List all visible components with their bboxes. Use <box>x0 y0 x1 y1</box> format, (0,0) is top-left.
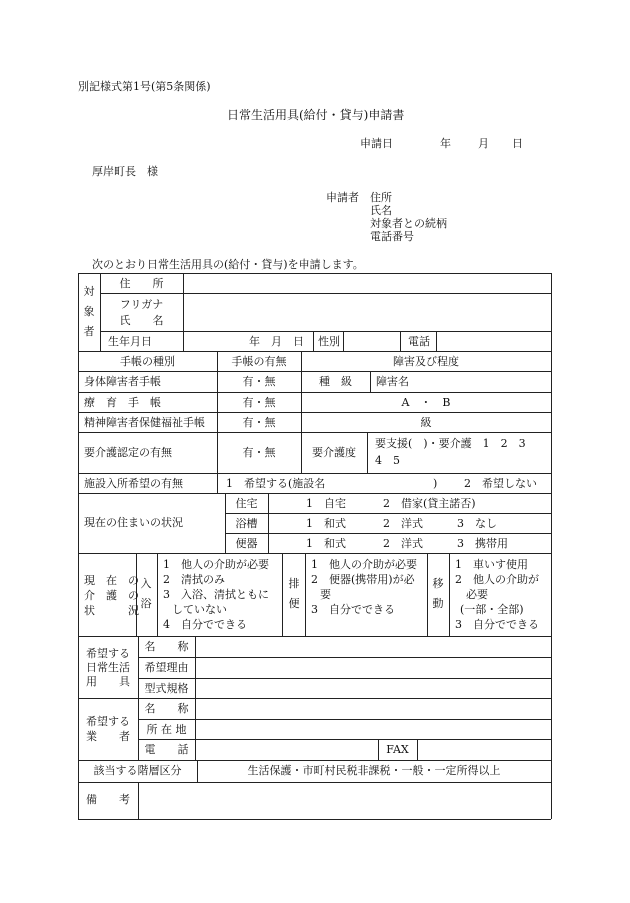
subject-address-label: 住 所 <box>119 277 164 290</box>
residence-label: 現在の住まいの状況 <box>84 516 183 529</box>
physical-grade-label: 種 級 <box>319 375 352 388</box>
equipment-reason-label: 希望理由 <box>144 661 189 674</box>
vendor-name-label: 名 称 <box>144 702 189 715</box>
applicant-address-label: 住所 <box>370 191 392 204</box>
disability-name-label: 障害名 <box>376 375 409 388</box>
care-cert-has: 有・無 <box>242 446 276 459</box>
income-label: 該当する階層区分 <box>93 764 182 777</box>
date-month: 月 <box>478 137 489 150</box>
applicant-name-label: 氏名 <box>370 204 392 217</box>
residence-house-label: 住宅 <box>235 497 258 510</box>
vendor-location-label: 所 在 地 <box>146 723 187 736</box>
bath-option-2: 2 清拭のみ <box>163 573 225 586</box>
care-level-options-line2: 4 5 <box>375 454 400 467</box>
date-label: 申請日 <box>360 137 393 150</box>
mental-grade-label: 級 <box>420 416 432 429</box>
facility-label: 施設入所希望の有無 <box>84 477 183 490</box>
care-status-label-line1: 現 在 の <box>84 574 139 587</box>
residence-toilet-opt1: 1 和式 <box>306 537 346 550</box>
care-level-label: 要介護度 <box>312 446 356 459</box>
residence-bathtub-opt2: 2 洋式 <box>383 517 423 530</box>
intro-text: 次のとおり日常生活用具の(給付・貸与)を申請します。 <box>92 258 364 271</box>
addressee: 厚岸町長 様 <box>92 165 158 178</box>
remarks-label: 備 考 <box>86 793 130 806</box>
residence-bathtub-label: 浴槽 <box>235 517 258 530</box>
mobility-label: 移動 <box>432 577 444 610</box>
facility-option-no: 2 希望しない <box>464 477 537 490</box>
care-status-label-line3: 状 況 <box>84 604 139 617</box>
subject-birthdate-label: 生年月日 <box>108 335 152 348</box>
mobility-option-1: 1 車いす使用 <box>455 558 528 571</box>
equipment-label-line2: 日常生活 <box>86 661 130 674</box>
income-options: 生活保護・市町村民税非課税・一般・一定所得以上 <box>247 764 501 777</box>
subject-phone-label: 電話 <box>408 335 430 348</box>
disability-header: 障害及び程度 <box>393 355 459 368</box>
applicant-phone-label: 電話番号 <box>370 230 414 243</box>
rehab-handbook-has: 有・無 <box>242 396 276 409</box>
rehab-handbook-label: 療 育 手 帳 <box>84 396 161 409</box>
equipment-label-line3: 用 具 <box>86 675 130 688</box>
applicant-label: 申請者 <box>326 191 359 204</box>
subject-ymd: 年 月 日 <box>249 335 304 348</box>
residence-house-opt1: 1 自宅 <box>306 497 346 510</box>
rehab-grade-options: A ・ B <box>401 396 451 409</box>
excretion-option-3: 3 自分でできる <box>311 603 395 616</box>
bath-label: 入浴 <box>140 577 152 610</box>
form-title: 日常生活用具(給付・貸与)申請書 <box>227 108 405 122</box>
subject-group-label: 対象者 <box>83 285 95 338</box>
subject-furigana-label: フリガナ <box>119 298 164 311</box>
subject-name-label: 氏 名 <box>119 314 164 327</box>
mobility-option-2-cont: 必要 <box>466 588 488 601</box>
mental-handbook-label: 精神障害者保健福祉手帳 <box>84 416 205 429</box>
bath-option-1: 1 他人の介助が必要 <box>163 558 269 571</box>
excretion-label: 排便 <box>288 577 300 610</box>
physical-handbook-has: 有・無 <box>242 375 276 388</box>
vendor-label-line2: 業 者 <box>86 730 130 743</box>
excretion-option-2: 2 便器(携帯用)が必 <box>311 573 415 586</box>
bath-option-3: 3 入浴、清拭ともに <box>163 588 269 601</box>
handbook-has-header: 手帳の有無 <box>231 355 287 368</box>
physical-handbook-label: 身体障害者手帳 <box>84 375 161 388</box>
residence-toilet-opt3: 3 携帯用 <box>457 537 508 550</box>
mobility-option-3: 3 自分でできる <box>455 618 539 631</box>
subject-gender-label: 性別 <box>318 335 340 348</box>
vendor-fax-label: FAX <box>386 743 409 756</box>
mobility-option-2-scope: (一部・全部) <box>460 603 524 616</box>
mental-handbook-has: 有・無 <box>242 416 276 429</box>
date-day: 日 <box>512 137 523 150</box>
facility-close-paren: ) <box>433 477 438 490</box>
residence-bathtub-opt1: 1 和式 <box>306 517 346 530</box>
care-level-options-line1: 要支援( )・要介護 1 2 3 <box>375 437 526 450</box>
excretion-option-1: 1 他人の介助が必要 <box>311 558 417 571</box>
residence-bathtub-opt3: 3 なし <box>457 517 497 530</box>
residence-house-opt2: 2 借家(貸主諾否) <box>383 497 476 510</box>
equipment-model-label: 型式規格 <box>144 682 189 695</box>
facility-option-yes: 1 希望する(施設名 <box>226 477 326 490</box>
bath-option-3-cont: していない <box>172 603 227 616</box>
handbook-type-header: 手帳の種別 <box>120 355 175 368</box>
care-status-label-line2: 介 護 の <box>84 589 139 602</box>
equipment-label-line1: 希望する <box>86 647 130 660</box>
excretion-option-2-cont: 要 <box>320 588 331 601</box>
vendor-label-line1: 希望する <box>86 715 130 728</box>
mobility-option-2: 2 他人の介助が <box>455 573 539 586</box>
bath-option-4: 4 自分でできる <box>163 618 247 631</box>
applicant-relation-label: 対象者との続柄 <box>370 217 447 230</box>
date-year: 年 <box>440 137 451 150</box>
vendor-phone-label: 電 話 <box>144 743 189 756</box>
care-cert-label: 要介護認定の有無 <box>84 446 172 459</box>
residence-toilet-opt2: 2 洋式 <box>383 537 423 550</box>
equipment-name-label: 名 称 <box>144 640 189 653</box>
form-number: 別記様式第1号(第5条関係) <box>78 80 211 93</box>
residence-toilet-label: 便器 <box>235 537 258 550</box>
